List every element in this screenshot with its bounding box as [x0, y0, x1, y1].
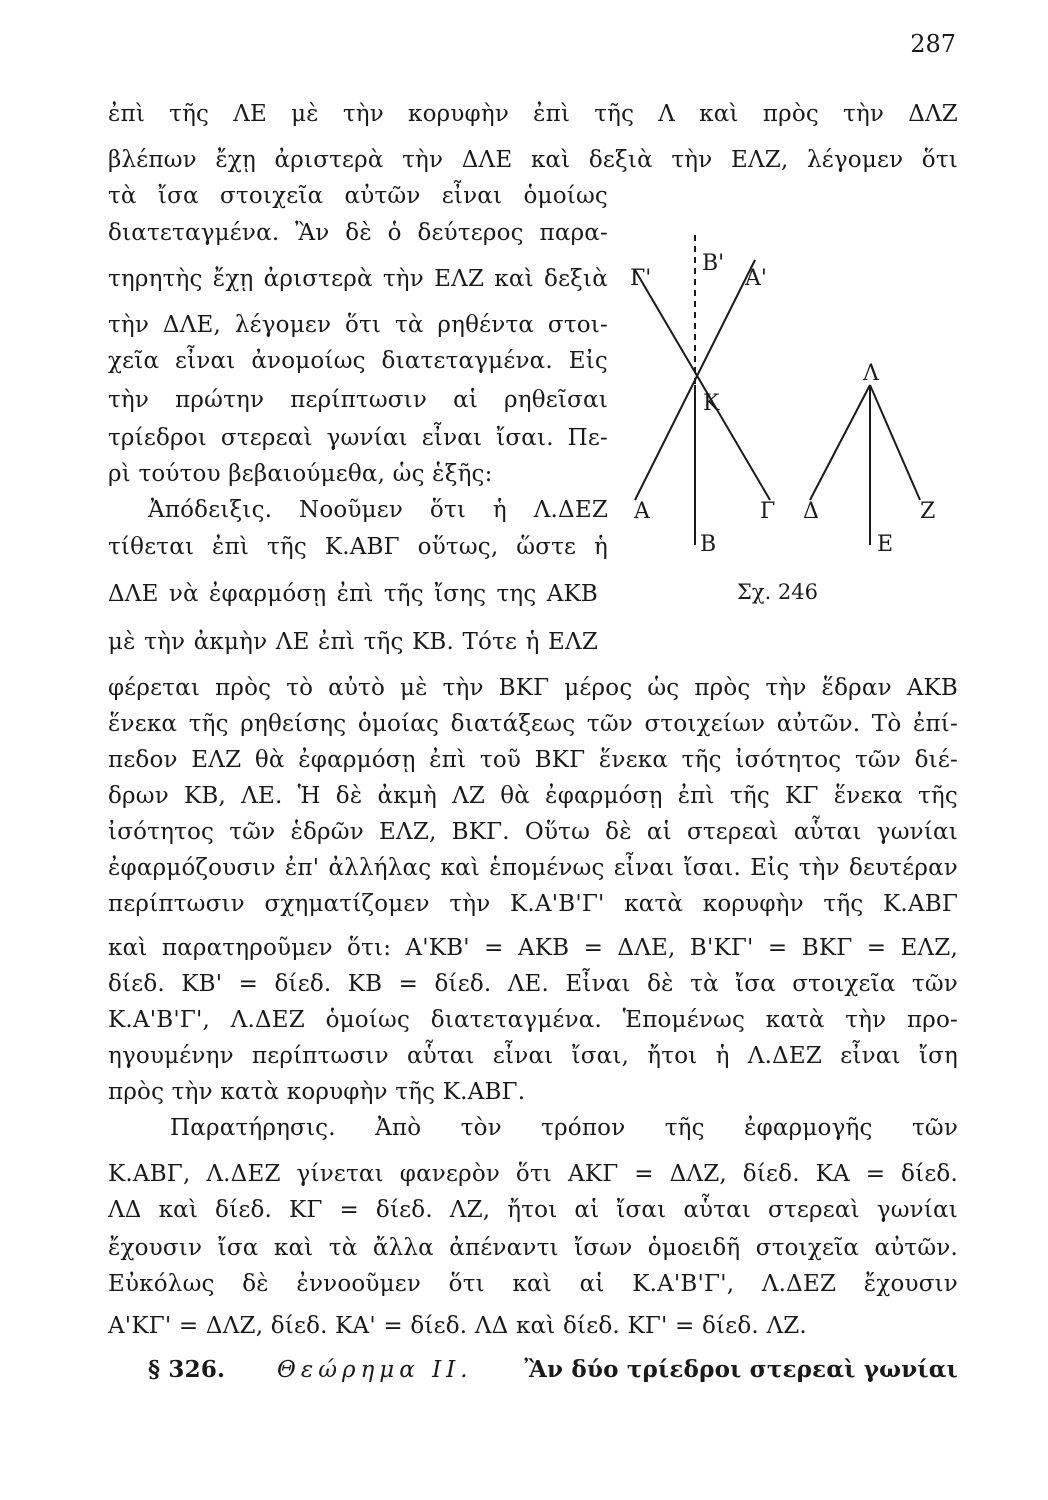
text-line: Α'ΚΓ' = ΔΛΖ, δίεδ. ΚΑ' = δίεδ. ΛΔ καὶ δίεδ. ΚΓ' = δίεδ. ΛΖ. [108, 1313, 807, 1339]
text-line: Εὐκόλως δὲ ἐννοοῦμεν ὅτι καὶ αἱ Κ.Α'Β'Γ', Λ.ΔΕΖ ἔχουσιν [108, 1271, 958, 1297]
text-line: ΛΔ καὶ δίεδ. ΚΓ = δίεδ. ΛΖ, ἤτοι αἱ ἴσαι αὗται στερεαὶ γωνίαι [108, 1197, 958, 1223]
label-e: Ε [877, 532, 894, 557]
text-line: βλέπων ἔχῃ ἀριστερὰ τὴν ΔΛΕ καὶ δεξιὰ τὴν ΕΛΖ, λέγομεν ὅτι [108, 147, 958, 173]
label-a-prime: Α' [745, 266, 767, 291]
text-line: Κ.ΑΒΓ, Λ.ΔΕΖ γίνεται φανερὸν ὅτι ΑΚΓ = ΔΛΖ, δίεδ. ΚΑ = δίεδ. [108, 1161, 958, 1187]
theorem-statement: Ἂν δύο τρίεδροι στερεαὶ γωνίαι [524, 1356, 958, 1383]
text-line: περίπτωσιν σχηματίζομεν τὴν Κ.Α'Β'Γ' κατὰ κορυφὴν τῆς Κ.ΑΒΓ [108, 891, 958, 917]
text-line: ηγουμένην περίπτωσιν αὗται εἶναι ἴσαι, ἤτοι ἡ Λ.ΔΕΖ εἶναι ἴση [108, 1043, 958, 1069]
text-line: φέρεται πρὸς τὸ αὐτὸ μὲ τὴν ΒΚΓ μέρος ὡς πρὸς τὴν ἕδραν ΑΚΒ [108, 675, 958, 701]
label-b-prime: Β' [702, 251, 725, 276]
label-l: Λ [863, 361, 879, 386]
text-line: ἐφαρμόζουσιν ἐπ' ἀλλήλας καὶ ἑπομένως εἶναι ἴσαι. Εἰς τὴν δευτέραν [108, 855, 958, 881]
label-b: Β [700, 532, 717, 557]
text-line: χεῖα εἶναι ἀνομοίως διατεταγμένα. Εἰς [108, 348, 608, 374]
text-line: ἕνεκα τῆς ρηθείσης ὁμοίας διατάξεως τῶν στοιχείων αὐτῶν. Τὸ ἐπί- [108, 711, 958, 737]
text-line: μὲ τὴν ἀκμὴν ΛΕ ἐπὶ τῆς ΚΒ. Τότε ἡ ΕΛΖ [108, 629, 598, 655]
text-line: ἰσότητος τῶν ἑδρῶν ΕΛΖ, ΒΚΓ. Οὕτω δὲ αἱ στερεαὶ αὗται γωνίαι [108, 819, 958, 845]
theorem-heading [148, 1356, 958, 1384]
text-line: τὰ ἴσα στοιχεῖα αὐτῶν εἶναι ὁμοίως [108, 183, 608, 209]
text-line: δίεδ. ΚΒ' = δίεδ. ΚΒ = δίεδ. ΛΕ. Εἶναι δὲ τὰ ἴσα στοιχεῖα τῶν [108, 971, 958, 997]
label-g: Γ [760, 499, 776, 524]
text-line: καὶ παρατηροῦμεν ὅτι: Α'ΚΒ' = ΑΚΒ = ΔΛΕ, Β'ΚΓ' = ΒΚΓ = ΕΛΖ, [108, 935, 958, 961]
text-line: Κ.Α'Β'Γ', Λ.ΔΕΖ ὁμοίως διατεταγμένα. Ἑπομένως κατὰ τὴν προ- [108, 1007, 958, 1033]
label-g-prime: Γ' [630, 266, 652, 291]
edge-g-prime-g [635, 270, 770, 500]
text-line: διατεταγμένα. Ἂν δὲ ὁ δεύτερος παρα- [108, 220, 608, 246]
label-d: Δ [803, 499, 819, 524]
geometric-figure [620, 235, 950, 557]
text-line: τὴν ΔΛΕ, λέγομεν ὅτι τὰ ρηθέντα στοι- [108, 312, 608, 338]
figure-caption: Σχ. 246 [737, 580, 819, 604]
edge-ld [810, 385, 870, 500]
text-line: Παρατήρησις. Ἀπὸ τὸν τρόπον τῆς ἐφαρμογῆς τῶν [170, 1115, 958, 1141]
text-line: τρίεδροι στερεαὶ γωνίαι εἶναι ἴσαι. Πε- [108, 425, 608, 451]
text-line: τηρητὴς ἔχῃ ἀριστερὰ τὴν ΕΛΖ καὶ δεξιὰ [108, 266, 608, 292]
section-number: § 326. [148, 1356, 226, 1383]
text-line: ΔΛΕ νὰ ἐφαρμόσῃ ἐπὶ τῆς ἴσης της ΑΚΒ [108, 581, 598, 607]
text-line: Ἀπόδειξις. Νοοῦμεν ὅτι ἡ Λ.ΔΕΖ [148, 497, 608, 523]
text-line: ἐπὶ τῆς ΛΕ μὲ τὴν κορυφὴν ἐπὶ τῆς Λ καὶ πρὸς τὴν ΔΛΖ [108, 101, 958, 127]
label-a: Α [634, 499, 650, 524]
text-line: ἔχουσιν ἴσα καὶ τὰ ἄλλα ἀπέναντι ἴσων ὁμοειδῆ στοιχεῖα αὐτῶν. [108, 1235, 958, 1261]
label-k: Κ [703, 391, 720, 416]
text-line: τίθεται ἐπὶ τῆς Κ.ΑΒΓ οὕτως, ὥστε ἡ [108, 534, 608, 560]
edge-lz [870, 385, 920, 500]
theorem-title: Θεώρημα ΙΙ. [277, 1357, 473, 1383]
text-line: ρὶ τούτου βεβαιούμεθα, ὡς ἑξῆς: [108, 461, 493, 487]
text-line: πρὸς τὴν κατὰ κορυφὴν τῆς Κ.ΑΒΓ. [108, 1079, 526, 1105]
label-z: Ζ [920, 499, 936, 524]
text-line: δρων ΚΒ, ΛΕ. Ἡ δὲ ἀκμὴ ΛΖ θὰ ἐφαρμόσῃ ἐπὶ τῆς ΚΓ ἕνεκα τῆς [108, 783, 958, 809]
text-line: τὴν πρώτην περίπτωσιν αἱ ρηθεῖσαι [108, 387, 608, 413]
page-number: 287 [910, 30, 956, 58]
text-line: πεδον ΕΛΖ θὰ ἐφαρμόσῃ ἐπὶ τοῦ ΒΚΓ ἕνεκα τῆς ἰσότητος τῶν διέ- [108, 747, 958, 773]
